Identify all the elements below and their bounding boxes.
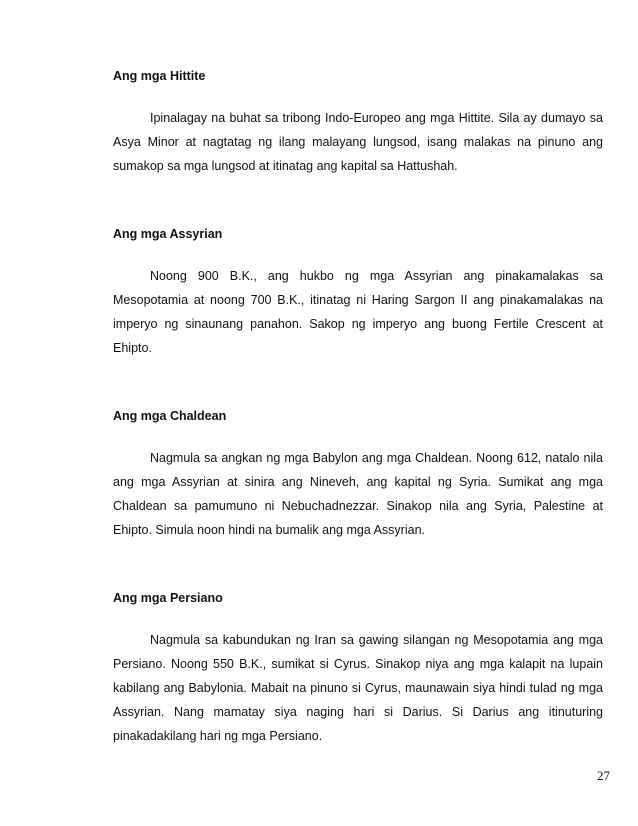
section-heading: Ang mga Chaldean [113, 409, 227, 423]
section-spacer [113, 178, 603, 226]
section-paragraph: Nagmula sa angkan ng mga Babylon ang mga Chaldean. Noong 612, natalo nila ang mga Assyrian at sinira ang Nineveh, ang kapital ng Syria. Sumikat ang mga Chaldean sa pamumuno ni Nebuchadnezzar. Sinakop nila ang Syria, Palestine at Ehipto. Simula noon hindi na bumalik ang mga Assyrian. [113, 451, 603, 537]
section-heading: Ang mga Assyrian [113, 227, 223, 241]
section-paragraph: Nagmula sa kabundukan ng Iran sa gawing silangan ng Mesopotamia ang mga Persiano. Noong 550 B.K., sumikat si Cyrus. Sinakop niya ang mga kalapit na lupain kabilang ang Babylonia. Mabait na pinuno si Cyrus, maunawain siya hindi tulad ng mga Assyrian. Nang mamatay siya naging hari si Darius. Si Darius ang itinuturing pinakadakilang hari ng mga Persiano. [113, 633, 603, 743]
section-hittite [113, 68, 603, 178]
section-paragraph: Ipinalagay na buhat sa tribong Indo-Europeo ang mga Hittite. Sila ay dumayo sa Asya Minor at nagtatag ng ilang malayang lungsod, isang malakas na pinuno ang sumakop sa mga lungsod at itinatag ang kapital sa Hattushah. [113, 111, 603, 173]
section-heading: Ang mga Persiano [113, 591, 223, 605]
page-number: 27 [597, 768, 610, 783]
section-paragraph: Noong 900 B.K., ang hukbo ng mga Assyrian ang pinakamalakas sa Mesopotamia at noong 700 B.K., itinatag ni Haring Sargon II ang pinakamalakas na imperyo ng sinaunang panahon. Sakop ng imperyo ang buong Fertile Crescent at Ehipto. [113, 269, 603, 355]
section-assyrian [113, 226, 603, 360]
section-spacer [113, 360, 603, 408]
section-persiano [113, 590, 603, 748]
section-heading: Ang mga Hittite [113, 69, 206, 83]
page-content [113, 68, 603, 748]
section-spacer [113, 542, 603, 590]
section-chaldean [113, 408, 603, 542]
